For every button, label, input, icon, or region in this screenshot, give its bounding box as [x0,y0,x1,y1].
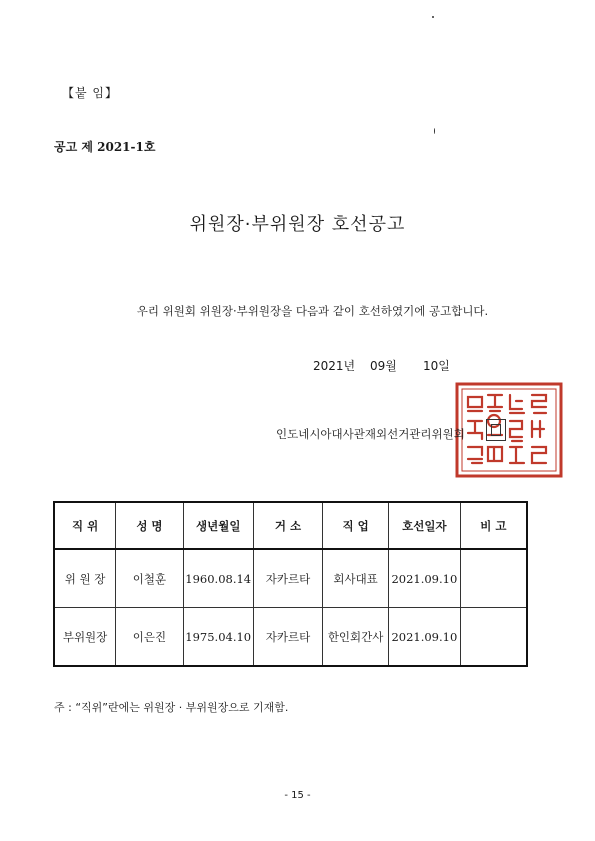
table-row [54,549,527,608]
cell-position: 부위원장 [54,608,116,667]
date-day: 10일 [423,359,450,373]
chairman-seal-icon [486,419,506,441]
header-residence: 거 소 [253,502,323,549]
header-name: 성 명 [116,502,184,549]
committee-name: 인도네시아대사관재외선거관리위원회 [276,427,465,441]
cell-remarks [460,608,527,667]
date-year: 2021년 [313,359,356,373]
scan-speck [434,128,435,134]
cell-name: 이은진 [116,608,184,667]
notice-title: 위원장·부위원장 호선공고 [189,214,406,235]
table-row [54,608,527,667]
cell-occupation: 회사대표 [323,549,389,608]
cell-election-date: 2021.09.10 [388,549,460,608]
header-occupation: 직 업 [323,502,389,549]
date-month: 09월 [370,359,397,373]
table-header-row [54,502,527,549]
footnote: 주 : “직위”란에는 위원장 · 부위원장으로 기재함. [54,701,289,714]
cell-election-date: 2021.09.10 [388,608,460,667]
header-birthdate: 생년월일 [183,502,253,549]
cell-birthdate: 1960.08.14 [183,549,253,608]
notice-body: 우리 위원회 위원장·부위원장을 다음과 같이 호선하였기에 공고합니다. [136,304,489,318]
cell-birthdate: 1975.04.10 [183,608,253,667]
officers-table [53,501,528,667]
cell-remarks [460,549,527,608]
header-remarks: 비 고 [460,502,527,549]
page-number: - 15 - [284,790,311,801]
attachment-label: 【붙 임】 [62,86,118,100]
official-seal-icon [454,381,564,479]
cell-residence: 자카르타 [253,608,323,667]
cell-occupation: 한인회간사 [323,608,389,667]
cell-position: 위 원 장 [54,549,116,608]
cell-residence: 자카르타 [253,549,323,608]
header-position: 직 위 [54,502,116,549]
scan-speck [432,16,434,18]
cell-name: 이철훈 [116,549,184,608]
header-election-date: 호선일자 [388,502,460,549]
notice-number: 공고 제 2021-1호 [54,140,156,154]
